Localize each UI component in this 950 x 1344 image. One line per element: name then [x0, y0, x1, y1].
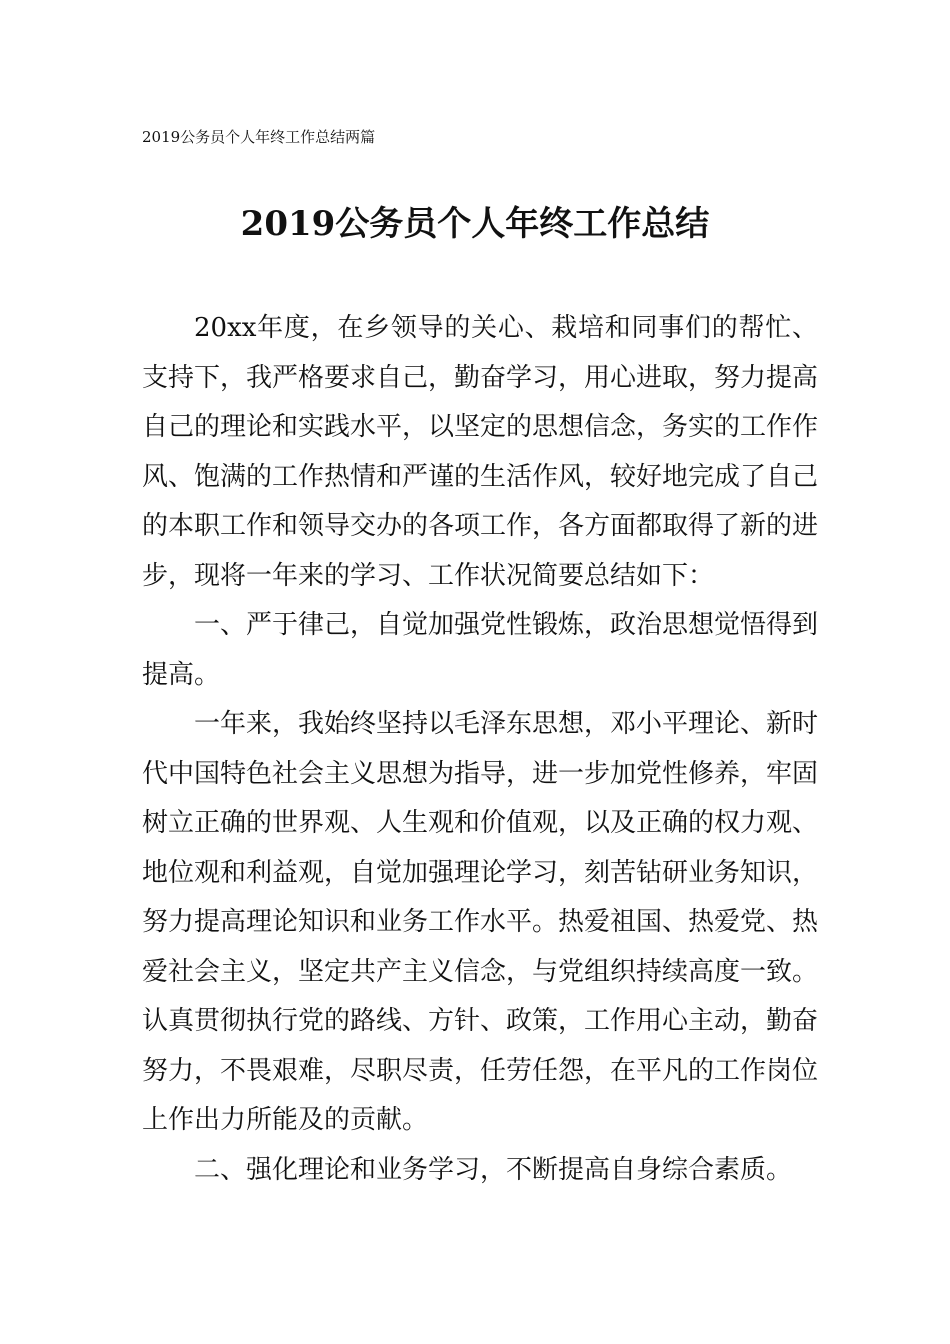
document-body	[142, 304, 818, 1195]
section-heading-1: 一、严于律己，自觉加强党性锻炼，政治思想觉悟得到提高。	[142, 610, 819, 690]
document-title: 2019公务员个人年终工作总结	[240, 204, 710, 244]
page-header: 2019公务员个人年终工作总结两篇	[142, 128, 376, 146]
paragraph-section-1: 一年来，我始终坚持以毛泽东思想，邓小平理论、新时代中国特色社会主义思想为指导，进一步加党性修养，牢固树立正确的世界观、人生观和价值观，以及正确的权力观、地位观和利益观，自觉加强理论学习，刻苦钻研业务知识，努力提高理论知识和业务工作水平。热爱祖国、热爱党、热爱社会主义，坚定共产主义信念，与党组织持续高度一致。认真贯彻执行党的路线、方针、政策，工作用心主动，勤奋努力，不畏艰难，尽职尽责，任劳任怨，在平凡的工作岗位上作出力所能及的贡献。	[142, 709, 819, 1135]
section-heading-2: 二、强化理论和业务学习，不断提高自身综合素质。	[194, 1154, 793, 1185]
paragraph-intro: 20xx年度，在乡领导的关心、栽培和同事们的帮忙、支持下，我严格要求自己，勤奋学习，用心进取，努力提高自己的理论和实践水平，以坚定的思想信念，务实的工作作风、饱满的工作热情和严谨的生活作风，较好地完成了自己的本职工作和领导交办的各项工作，各方面都取得了新的进步，现将一年来的学习、工作状况简要总结如下：	[142, 313, 819, 591]
